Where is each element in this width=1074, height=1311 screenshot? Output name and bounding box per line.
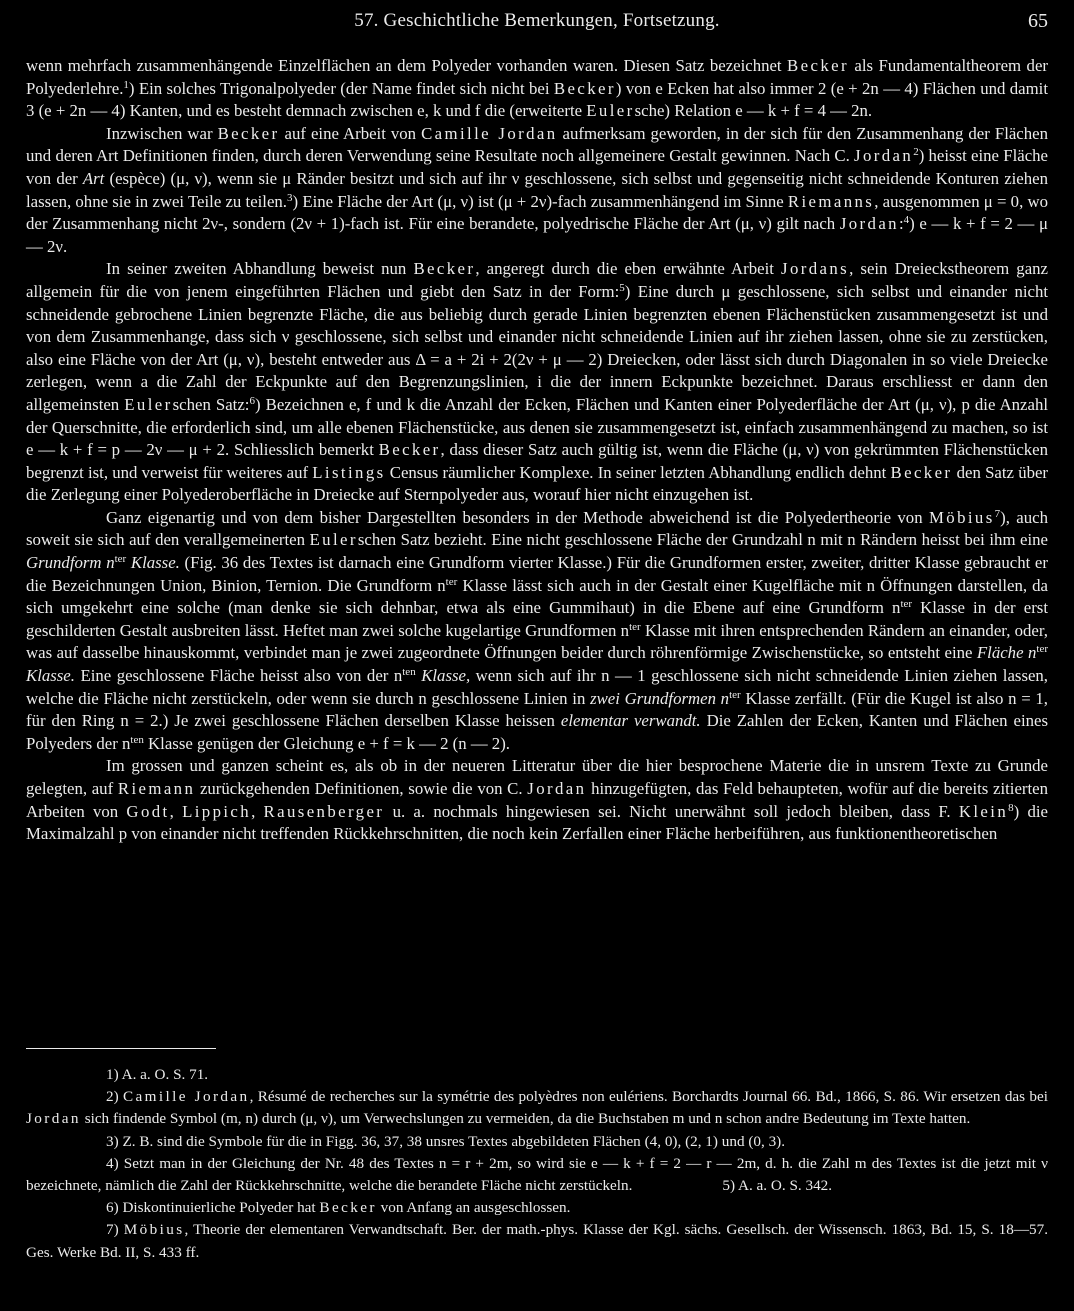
footnote-ref: 1 (123, 78, 129, 91)
author-name: Möbius (123, 1221, 185, 1239)
author-name: Möbius (928, 507, 995, 527)
paragraph-2: Inzwischen war Becker auf eine Arbeit von Camille Jordan aufmerksam geworden, in der sich für den Zusammenhang der Flächen und deren Art Definitionen finden, durch deren Verwendung seine Resultate noch allgemeinere Gestalt gewinnen. Nach C. Jordan$^2$) heisst eine Fläche von der Art (espèce) (μ, ν), wenn sie μ Ränder besitzt und sich auf ihr ν geschlossene, sich selbst und gegenseitig nicht schneidende Konturen ziehen lassen, ohne sie in zwei Teile zu teilen.$^3$) Eine Fläche der Art (μ, ν) ist (μ + 2ν)-fach zusammenhängend im Sinne Riemanns, ausgenommen μ = 0, wo der Zusammenhang nicht 2ν-, sondern (2ν + 1)-fach ist. Für eine berandete, polyedrische Fläche der Art (μ, ν) gilt nach Jordan:$^4$) e — k + f = 2 — μ — 2ν. (26, 123, 1048, 256)
author-name: Jordan (527, 779, 587, 798)
footnote-2: 2) Camille Jordan, Résumé de recherches sur la symétrie des polyèdres non eulériens. Borchardts Journal 66. Bd., 1866, S. 86. Wir ersetzen das bei Jordan sich findende Symbol (m, n) durch (μ, ν), um Verwechslungen zu vermeiden, da die Buchstaben m und n schon andre Bedeutung im Texte hatten. (26, 1088, 1048, 1128)
page-number: 65 (1028, 10, 1048, 32)
paragraph-3: In seiner zweiten Abhandlung beweist nun Becker, angeregt durch die eben erwähnte Arbeit Jordans, sein Dreieckstheorem ganz allgemein für die von jenem eingeführten Flächen und giebt den Satz in der Form:$^5$) Eine durch μ geschlossene, sich selbst und einander nicht schneidende gebrochene Linien begrenzte Fläche, die aus beliebig durch gerade Linien begrenzten ebenen Flächenstücken zusammengesetzt ist und von dem Zusammenhange, dass sich ν geschlossene, sich selbst und einander nicht schneidende Linien auf ihr ziehen lassen, ohne sie zu zerstücken, also eine Fläche von der Art (μ, ν), besteht entweder aus Δ = a + 2i + 2(2ν + μ — 2) Dreiecken, oder lässt sich durch Diagonalen in so viele Dreiecke zerlegen, wenn a die Zahl der Eckpunkte auf den Begrenzungslinien, i die der innern Eckpunkte bezeichnet. Daraus erschliesst er dann den allgemeinsten Eulerschen Satz:$^6$) Bezeichnen e, f und k die Anzahl der Ecken, Flächen und Kanten einer Polyederfläche der Art (μ, ν), p die Anzahl der Querschnitte, die erforderlich sind, um alle ebenen Flächenstücke, aus denen sie zusammengesetzt ist, einfach zusammenhängend zu machen, so ist e — k + f = p — 2ν — μ + 2. Schliesslich bemerkt Becker, dass dieser Satz auch gültig ist, wenn die Fläche (μ, ν) von gekrümmten Flächenstücken begrenzt ist, und verweist für weiteres auf Listings Census räumlicher Komplexe. In seiner letzten Abhandlung endlich dehnt Becker den Satz über die Zerlegung einer Polyederoberfläche in Dreiecke auf Sternpolyeder aus, worauf hier nicht einzugehen ist. (26, 259, 1049, 505)
footnote-ref: 5 (619, 281, 625, 294)
footnote-6: 6) Diskontinuierliche Polyeder hat Becker von Anfang an ausgeschlossen. (106, 1199, 571, 1217)
author-name: Euler (309, 530, 358, 550)
paragraph-4: Ganz eigenartig und von dem bisher Dargestellten besonders in der Methode abweichend ist die Polyedertheorie von Möbius$^7$), auch soweit sie sich auf den verallgemeinerten Eulerschen Satz bezieht. Eine nicht geschlossene Fläche der Grundzahl n mit n Rändern heisst bei ihm eine Grundform $n^{ter}$ Klasse. (Fig. 36 des Textes ist darnach eine Grundform vierter Klasse.) Für die Grundformen erster, zweiter, dritter Klasse gebraucht er die Bezeichnungen Union, Binion, Ternion. Die Grundform $n^{ter}$ Klasse lässt sich auch in der Gestalt einer Kugelfläche mit n Öffnungen darstellen, da sich umgekehrt eine solche (man denke sie sich dehnbar, etwa als eine Gummihaut) in die Ebene auf eine Grundform $n^{ter}$ Klasse in der erst geschilderten Gestalt ausbreiten lässt. Heftet man zwei solche kugelartige Grundformen $n^{ter}$ Klasse mit ihren entsprechenden Rändern an einander, oder, was auf dasselbe hinauskommt, verbindet man je zwei zugeordnete Öffnungen beider durch röhrenförmige Zwischenstücke, so entsteht eine Fläche $n^{ter}$ Klasse. Eine geschlossene Fläche heisst also von der $n^{ten}$ Klasse, wenn sich auf ihr n — 1 geschlossene sich nicht schneidende Linien ziehen lassen, welche die Fläche nicht zerstückeln, oder wenn sie durch n geschlossene Linien in zwei Grundformen $n^{ter}$ Klasse zerfällt. (Für die Kugel ist also n = 1, für den Ring n = 2.) Je zwei geschlossene Flächen derselben Klasse heissen elementar verwandt. Die Zahlen der Ecken, Kanten und Flächen eines Polyeders der $n^{ten}$ Klasse genügen der Gleichung e + f = k — 2 (n — 2). (26, 507, 1049, 753)
author-name: Jordan (26, 1110, 81, 1128)
author-name: Euler (124, 394, 173, 414)
author-name: Riemanns (787, 191, 875, 211)
author-name: Rausenberger (263, 801, 385, 821)
author-name: Becker (319, 1199, 377, 1217)
paragraph-5: Im grossen und ganzen scheint es, als ob in der neueren Litteratur über die hier besprochene Materie die in unsrem Texte zu Grunde gelegten, auf Riemann zurückgehenden Definitionen, sowie die von C. Jordan hinzugefügten, das Feld behaupteten, wofür auf die bereits zitierten Arbeiten von Godt, Lippich, Rausenberger u. a. nochmals hingewiesen sei. Nicht unerwähnt soll jedoch bleiben, dass F. Klein$^8$) die Maximalzahl p von einander nicht treffenden Rückkehrschnitten, die noch kein Zerfallen einer Fläche herbeiführen, aus funktionentheoretischen (26, 756, 1049, 844)
footnote-7: 7) Möbius, Theorie der elementaren Verwandtschaft. Ber. der math.-phys. Klasse der Kgl. sächs. Gesellsch. der Wissensch. 1863, Bd. 15, S. 18—57. Ges. Werke Bd. II, S. 433 ff. (26, 1221, 1048, 1261)
footnotes (26, 1064, 1048, 1264)
emphasis: zwei Grundformen n (590, 688, 730, 708)
emphasis: Klasse, (415, 666, 471, 686)
footnote-ref: 7 (994, 507, 1001, 520)
footnote-ref: 3 (287, 191, 293, 204)
footnote-5: 5) A. a. O. S. 342. (722, 1177, 833, 1195)
emphasis: Klasse. (26, 666, 75, 686)
author-name: Becker (553, 78, 616, 98)
author-name: Becker (413, 259, 476, 279)
page-header (26, 10, 1048, 36)
author-name: Jordan (854, 146, 914, 166)
emphasis: Art (82, 168, 105, 188)
author-name: Klein (958, 801, 1009, 821)
author-name: Camille Jordan (123, 1088, 250, 1106)
footnote-1: 1) A. a. O. S. 71. (106, 1066, 209, 1083)
emphasis: Grundform n (26, 553, 115, 573)
author-name: Listings (312, 462, 386, 482)
footnote-ref: 2 (913, 146, 919, 159)
running-title: 57. Geschichtliche Bemerkungen, Fortsetzung. (354, 10, 720, 31)
emphasis: Klasse. (126, 553, 180, 573)
author-name: Godt (126, 801, 170, 821)
emphasis: Fläche n (976, 643, 1037, 663)
author-name: Camille Jordan (421, 123, 558, 143)
paragraph-1: wenn mehrfach zusammenhängende Einzelflächen an dem Polyeder vorhanden waren. Diesen Satz bezeichnet Becker als Fundamentaltheorem der Polyederlehre.$^1$) Ein solches Trigonalpolyeder (der Name findet sich nicht bei Becker) von e Ecken hat also immer 2 (e + 2n — 4) Flächen und damit 3 (e + 2n — 4) Kanten, und es besteht demnach zwischen e, k und f die (erweiterte Eulersche) Relation e — k + f = 4 — 2n. (26, 56, 1048, 121)
footnote-4: 4) Setzt man in der Gleichung der Nr. 48 des Textes n = r + 2m, so wird sie e — k + f = 2 — r — 2m, d. h. die Zahl m des Textes ist die jetzt mit ν bezeichnete, nämlich die Zahl der Rückkehrschnitte, welche die berandete Fläche nicht zerstückeln. 5) A. a. O. S. 342. (26, 1154, 1048, 1195)
author-name: Lippich (182, 801, 252, 821)
footnote-ref: 8 (1008, 801, 1014, 814)
author-name: Riemann (117, 779, 196, 798)
footnote-ref: 6 (249, 394, 255, 407)
emphasis: elementar verwandt. (560, 711, 701, 731)
author-name: Becker (890, 462, 953, 482)
author-name: Becker (378, 440, 441, 460)
author-name: Jordans (781, 259, 850, 279)
main-text (26, 55, 1048, 846)
author-name: Euler (586, 101, 635, 121)
footnote-3: 3) Z. B. sind die Symbole für die in Figg. 36, 37, 38 unsres Textes abgebildeten Flächen (4, 0), (2, 1) und (0, 3). (106, 1132, 786, 1150)
footnote-ref: 4 (903, 214, 910, 227)
footnote-divider (26, 1048, 216, 1049)
author-name: Becker (217, 123, 280, 143)
author-name: Becker (787, 56, 849, 75)
author-name: Jordan (839, 214, 899, 234)
